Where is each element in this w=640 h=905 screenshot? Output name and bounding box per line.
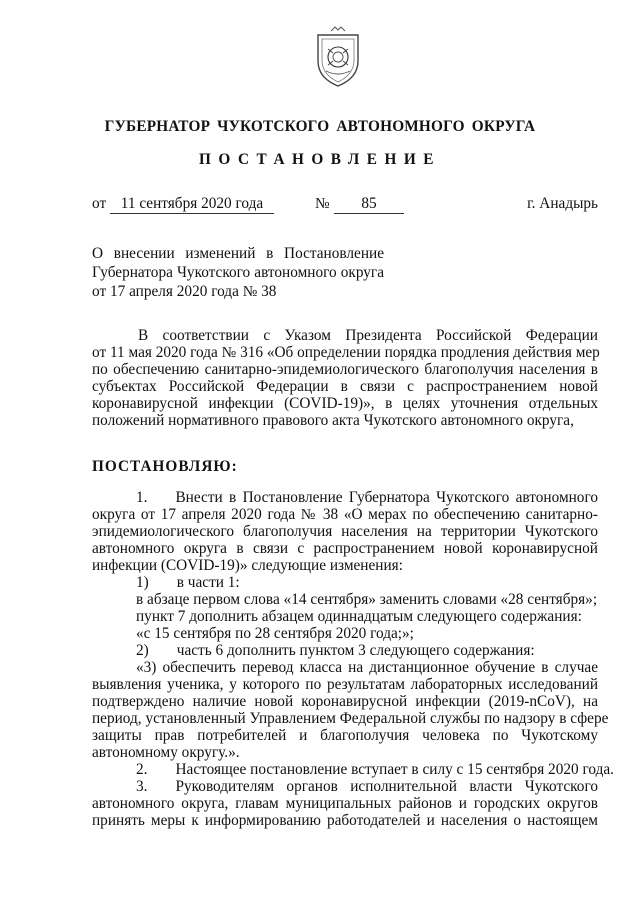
preamble-line: коронавирусной инфекции (COVID-19)», в целях уточнения отдельных <box>92 395 598 412</box>
subitem-number: 2) <box>136 642 149 659</box>
subject-line: О внесении изменений в Постановление <box>92 245 384 262</box>
document-number: 85 <box>334 195 404 214</box>
issuer-title: ГУБЕРНАТОР ЧУКОТСКОГО АВТОНОМНОГО ОКРУГА <box>104 118 536 135</box>
from-label: от <box>92 195 107 212</box>
item-text: Руководителям органов исполнительной власти Чукотского <box>175 778 598 795</box>
item-line: автономному округу.». <box>92 744 240 761</box>
item-line: «3) обеспечить перевод класса на дистанционное обучение в случае <box>136 659 598 676</box>
item-line: выявления ученика, у которого по результатам лабораторных исследований <box>92 676 598 693</box>
item-line: принять меры к информированию работодателей и населения о настоящем <box>92 812 598 829</box>
preamble-line: по обеспечению санитарно-эпидемиологического благополучия населения в <box>92 361 598 378</box>
item-line: период, установленный Управлением Федеральной службы по надзору в сфере <box>92 710 609 727</box>
preamble-line: субъектах Российской Федерации в связи с распространением новой <box>92 378 598 395</box>
item-number: 3. <box>136 778 148 795</box>
subject-line: от 17 апреля 2020 года № 38 <box>92 283 277 300</box>
coat-of-arms-icon <box>311 25 365 89</box>
item-line: подтверждено наличие новой коронавирусной инфекции (2019-nCoV), на <box>92 693 598 710</box>
item-number: 1. <box>136 489 148 506</box>
document-subject <box>92 244 384 301</box>
item-line: округа от 17 апреля 2020 года № 38 «О мерах по обеспечению санитарно- <box>92 506 598 523</box>
preamble-line: от 11 мая 2020 года № 316 «Об определении порядка продления действия мер <box>92 344 600 361</box>
preamble-paragraph <box>92 327 598 429</box>
item-3-line <box>92 778 598 795</box>
subject-line: Губернатора Чукотского автономного округа <box>92 264 384 281</box>
item-text: Настоящее постановление вступает в силу с 15 сентября 2020 года. <box>175 761 614 778</box>
item-line: пункт 7 дополнить абзацем одиннадцатым следующего содержания: <box>136 608 582 625</box>
item-line: эпидемиологического благополучия населения на территории Чукотского <box>92 523 598 540</box>
subitem-1-line <box>92 574 598 591</box>
document-city: г. Анадырь <box>527 195 598 212</box>
document-type-title: ПОСТАНОВЛЕНИЕ <box>198 151 442 168</box>
item-text: Внести в Постановление Губернатора Чукотского автономного <box>175 489 598 506</box>
preamble-line: положений нормативного правового акта Чукотского автономного округа, <box>92 412 574 429</box>
item-number: 2. <box>136 761 148 778</box>
item-line: «с 15 сентября по 28 сентября 2020 года;»; <box>136 625 414 642</box>
item-line: защиты прав потребителей и благополучия человека по Чукотскому <box>92 727 598 744</box>
resolution-items <box>92 489 614 829</box>
item-2-line <box>92 761 614 778</box>
subitem-text: в части 1: <box>176 574 240 591</box>
decree-heading: ПОСТАНОВЛЯЮ: <box>92 458 238 475</box>
preamble-line: В соответствии с Указом Президента Российской Федерации <box>138 327 598 344</box>
item-line: в абзаце первом слова «14 сентября» заменить словами «28 сентября»; <box>136 591 598 608</box>
item-line: автономного округа в связи с распространением новой коронавирусной <box>92 540 598 557</box>
item-line: автономного округа, главам муниципальных районов и городских округов <box>92 795 598 812</box>
item-line: инфекции (COVID-19)» следующие изменения: <box>92 557 403 574</box>
document-date-line <box>92 195 598 217</box>
subitem-number: 1) <box>136 574 149 591</box>
subitem-2-line <box>92 642 598 659</box>
number-label: № <box>315 195 330 212</box>
subitem-text: часть 6 дополнить пунктом 3 следующего содержания: <box>176 642 535 659</box>
document-date: 11 сентября 2020 года <box>110 195 274 214</box>
item-1-line <box>92 489 598 506</box>
